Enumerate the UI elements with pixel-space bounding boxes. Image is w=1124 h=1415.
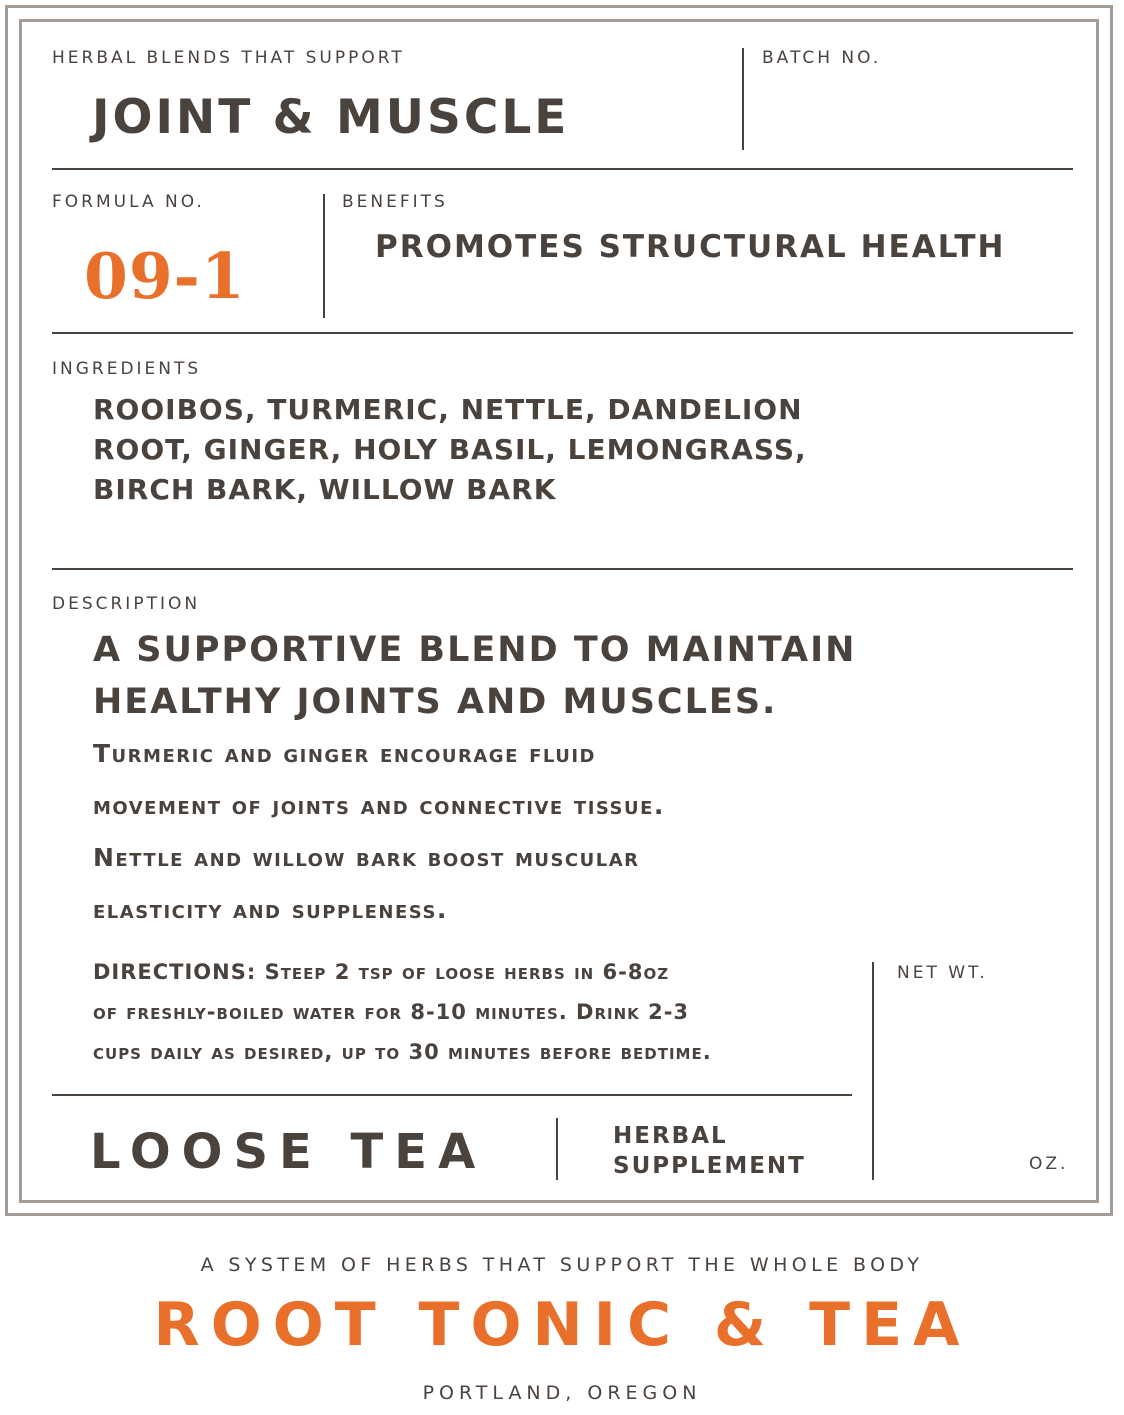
- product-category-line-2: SUPPLEMENT: [613, 1153, 806, 1179]
- rule-4: [52, 1094, 852, 1096]
- rule-2: [52, 332, 1073, 334]
- product-type-divider: [556, 1118, 558, 1180]
- brand-name: ROOT TONIC & TEA: [153, 1290, 971, 1360]
- description-label: DESCRIPTION: [52, 594, 201, 614]
- footer-tagline: A SYSTEM OF HERBS THAT SUPPORT THE WHOLE BODY: [200, 1254, 924, 1276]
- net-weight-unit: OZ.: [1029, 1154, 1069, 1174]
- rule-3: [52, 568, 1073, 570]
- ingredients-line-2: ROOT, GINGER, HOLY BASIL, LEMONGRASS,: [93, 433, 807, 466]
- rule-1: [52, 168, 1073, 170]
- description-body-line-3: Nettle and willow bark boost muscular: [93, 843, 640, 872]
- formula-number: 09-1: [84, 239, 246, 313]
- batch-label: BATCH NO.: [762, 48, 882, 68]
- ingredients-line-1: ROOIBOS, TURMERIC, NETTLE, DANDELION: [93, 393, 803, 426]
- ingredients-line-3: BIRCH BARK, WILLOW BARK: [93, 473, 557, 506]
- description-body-line-4: elasticity and suppleness.: [93, 895, 448, 924]
- ingredients-label: INGREDIENTS: [52, 359, 202, 379]
- brand-location: PORTLAND, OREGON: [422, 1382, 702, 1404]
- header-divider: [742, 48, 744, 150]
- formula-divider: [323, 194, 325, 318]
- product-category-line-1: HERBAL: [613, 1123, 728, 1149]
- product-type: LOOSE TEA: [90, 1124, 487, 1180]
- benefits-label: BENEFITS: [342, 192, 448, 212]
- directions-line-1: DIRECTIONS: Steep 2 tsp of loose herbs in 6-8oz: [93, 960, 670, 984]
- description-lead-line-2: HEALTHY JOINTS AND MUSCLES.: [93, 682, 778, 722]
- directions-line-2: of freshly-boiled water for 8-10 minutes. Drink 2-3: [93, 1000, 690, 1024]
- net-weight-divider: [872, 962, 874, 1180]
- net-weight-label: NET WT.: [897, 963, 988, 983]
- benefits-value: PROMOTES STRUCTURAL HEALTH: [375, 229, 1006, 265]
- product-title: JOINT & MUSCLE: [92, 90, 570, 145]
- description-body-line-1: Turmeric and ginger encourage fluid: [93, 739, 596, 768]
- description-lead-line-1: A SUPPORTIVE BLEND TO MAINTAIN: [93, 630, 857, 670]
- directions-line-3: cups daily as desired, up to 30 minutes before bedtime.: [93, 1040, 712, 1064]
- description-body-line-2: movement of joints and connective tissue.: [93, 791, 665, 820]
- formula-label: FORMULA NO.: [52, 192, 205, 212]
- header-eyebrow: HERBAL BLENDS THAT SUPPORT: [52, 48, 405, 68]
